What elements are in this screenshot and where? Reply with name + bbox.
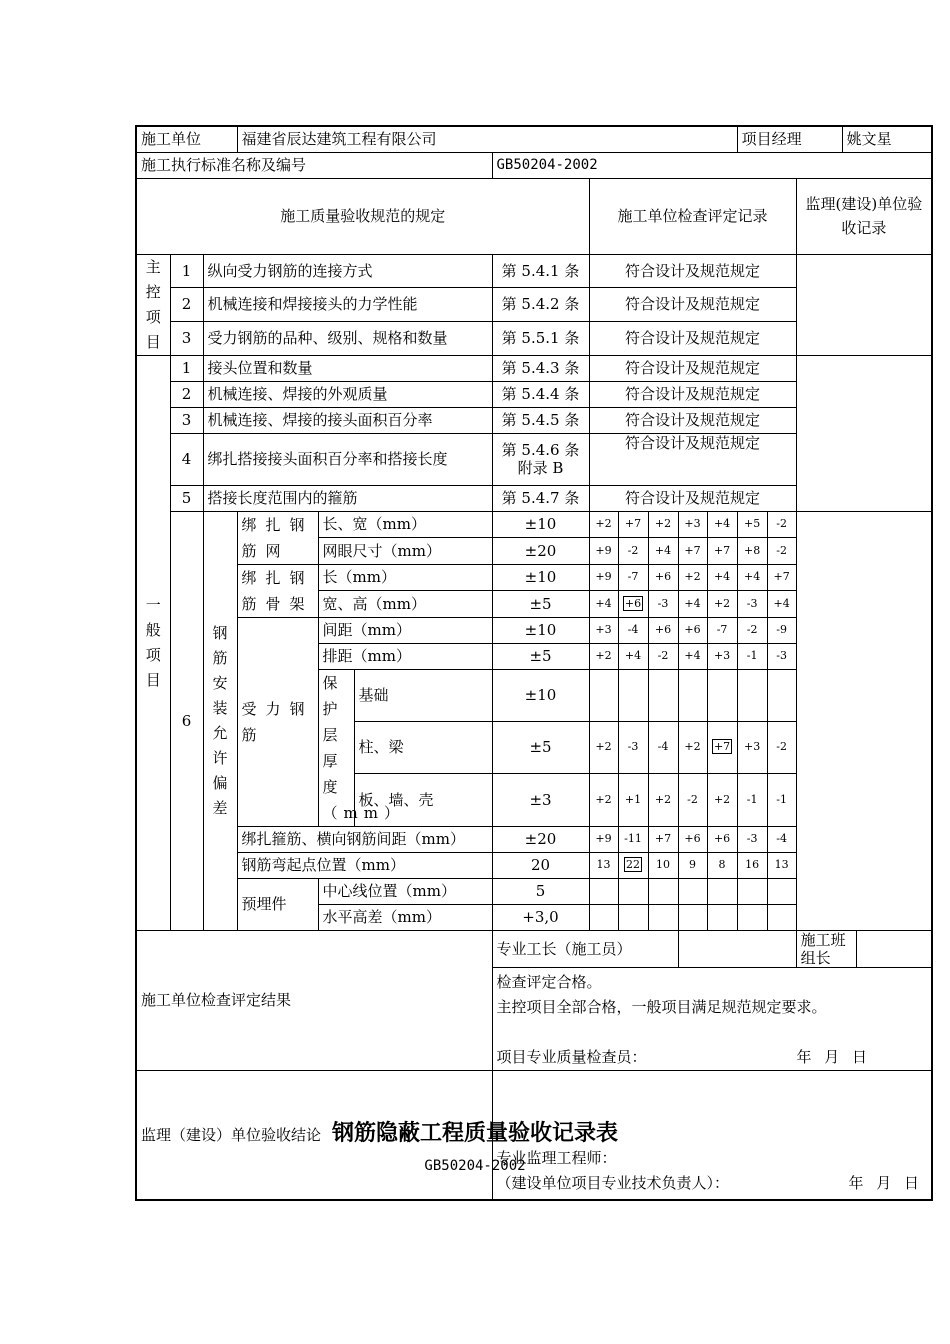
measured-value-text: +4 bbox=[684, 596, 701, 610]
measured-value bbox=[737, 591, 767, 618]
item-clause bbox=[492, 485, 589, 511]
measured-value-text: +4 bbox=[595, 596, 612, 610]
item-result: 符合设计及规范规定 bbox=[589, 254, 796, 288]
item-no: 1 bbox=[170, 254, 203, 288]
item-no: 2 bbox=[170, 288, 203, 322]
measured-value bbox=[678, 591, 707, 618]
deviation-item: 水平高差（mm） bbox=[318, 904, 492, 930]
measured-value bbox=[589, 591, 618, 618]
date-2: 年 月 日 bbox=[848, 1174, 920, 1192]
measured-value bbox=[648, 591, 678, 618]
measured-value bbox=[648, 774, 678, 826]
measured-value bbox=[767, 826, 796, 852]
measured-value bbox=[618, 774, 648, 826]
clause-text: 第 5.4.7 条 bbox=[501, 489, 580, 507]
inspection-record-table bbox=[135, 125, 933, 1201]
engineer-label: 专业监理工程师： bbox=[496, 1149, 617, 1167]
result-line1: 检查评定合格。 bbox=[496, 972, 602, 991]
measured-value-text: -3 bbox=[776, 649, 787, 662]
measured-value-text: -7 bbox=[627, 570, 639, 584]
measured-value bbox=[707, 721, 737, 773]
category-embed: 预埋件 bbox=[237, 878, 318, 930]
measured-value-text: -3 bbox=[627, 740, 639, 754]
item-no: 4 bbox=[170, 433, 203, 485]
tolerance: +3,0 bbox=[492, 904, 589, 930]
measured-value-text: +2 bbox=[684, 570, 701, 584]
measured-value bbox=[648, 617, 678, 643]
item-no: 3 bbox=[170, 321, 203, 355]
spec-column-header: 施工质量验收规范的规定 bbox=[136, 178, 589, 254]
measured-value bbox=[767, 669, 796, 721]
general-group-label-text: 一般项目 bbox=[145, 595, 161, 689]
measured-value bbox=[618, 617, 648, 643]
measured-value bbox=[737, 538, 767, 565]
deviation-item: 柱、梁 bbox=[354, 721, 492, 773]
measured-value-text: +2 bbox=[654, 517, 672, 531]
measured-value bbox=[678, 564, 707, 591]
category-cover: 保护层厚度（mm） bbox=[318, 669, 354, 826]
measured-value-text: -2 bbox=[776, 740, 787, 754]
category-bar: 受力钢筋 bbox=[237, 617, 318, 826]
measured-value-text: +4 bbox=[713, 517, 731, 531]
measured-value bbox=[618, 904, 648, 930]
measured-value-text: 13 bbox=[774, 858, 789, 871]
item-clause bbox=[492, 355, 589, 381]
item-name: 纵向受力钢筋的连接方式 bbox=[203, 254, 492, 288]
measured-value bbox=[767, 643, 796, 669]
measured-value bbox=[648, 511, 678, 538]
measured-value bbox=[678, 538, 707, 565]
measured-value bbox=[589, 852, 618, 878]
deviation-group-label bbox=[203, 511, 237, 930]
measured-value-text: -2 bbox=[687, 792, 698, 806]
measured-value bbox=[707, 617, 737, 643]
measured-value bbox=[589, 564, 618, 591]
standard-label: 施工执行标准名称及编号 bbox=[136, 152, 492, 178]
measured-value-text: +6 bbox=[684, 832, 701, 845]
item-no: 3 bbox=[170, 407, 203, 433]
measured-value-text: -11 bbox=[624, 832, 642, 845]
item-name: 机械连接、焊接的接头面积百分率 bbox=[203, 407, 492, 433]
measured-value-text: +9 bbox=[595, 832, 612, 845]
category-cage: 绑扎钢筋骨架 bbox=[237, 564, 318, 617]
measured-value-text: +2 bbox=[595, 517, 612, 531]
tolerance: ±20 bbox=[492, 826, 589, 852]
measured-value-text: +4 bbox=[744, 570, 761, 584]
measured-value bbox=[767, 852, 796, 878]
supervise-cell-general bbox=[796, 355, 932, 511]
measured-value-text: -4 bbox=[776, 832, 787, 845]
item-clause bbox=[492, 381, 589, 407]
measured-value bbox=[618, 511, 648, 538]
category-mesh: 绑扎钢筋网 bbox=[237, 511, 318, 564]
measured-value bbox=[618, 538, 648, 565]
measured-value-text: -2 bbox=[776, 517, 787, 531]
supervise-label: 监理（建设）单位验收结论 bbox=[136, 1070, 492, 1200]
measured-value bbox=[618, 591, 648, 618]
measured-value bbox=[648, 826, 678, 852]
clause-text: 第 5.4.3 条 bbox=[501, 359, 580, 377]
measured-value bbox=[767, 904, 796, 930]
measured-value bbox=[707, 826, 737, 852]
measured-value-text: +6 bbox=[713, 832, 731, 845]
inspector-label: 项目专业质量检查员： bbox=[496, 1047, 647, 1066]
item-result: 符合设计及规范规定 bbox=[589, 407, 796, 433]
measured-value-text: +7 bbox=[654, 832, 672, 845]
measured-value-text: 22 bbox=[626, 858, 640, 871]
measured-value bbox=[737, 511, 767, 538]
item-result: 符合设计及规范规定 bbox=[589, 381, 796, 407]
measured-value bbox=[648, 904, 678, 930]
document-code: GB50204-2002 bbox=[424, 1158, 526, 1174]
measured-value-text: -4 bbox=[627, 623, 639, 636]
measured-value-text: +2 bbox=[713, 792, 731, 806]
measured-value bbox=[707, 852, 737, 878]
measured-value bbox=[737, 852, 767, 878]
measured-value bbox=[707, 669, 737, 721]
result-content bbox=[492, 967, 932, 1070]
measured-value bbox=[589, 721, 618, 773]
clause-appendix: 附录 B bbox=[517, 459, 564, 477]
measured-value-text: -1 bbox=[746, 649, 758, 662]
measured-value bbox=[767, 721, 796, 773]
measured-value bbox=[707, 591, 737, 618]
measured-value bbox=[678, 721, 707, 773]
measured-value-text: -2 bbox=[776, 543, 787, 557]
supervise-cell-deviation bbox=[796, 511, 932, 930]
tolerance: ±10 bbox=[492, 564, 589, 591]
result-label: 施工单位检查评定结果 bbox=[136, 930, 492, 1070]
measured-value bbox=[737, 564, 767, 591]
measured-value bbox=[767, 617, 796, 643]
measured-value bbox=[737, 826, 767, 852]
measured-value bbox=[589, 511, 618, 538]
measured-value bbox=[767, 564, 796, 591]
item-clause bbox=[492, 407, 589, 433]
measured-value-text: -3 bbox=[746, 596, 758, 610]
supervise-column-header: 监理(建设)单位验收记录 bbox=[796, 178, 932, 254]
measured-value bbox=[678, 826, 707, 852]
measured-value bbox=[737, 617, 767, 643]
measured-value bbox=[678, 904, 707, 930]
item-clause: 第 5.4.1 条 bbox=[492, 254, 589, 288]
item-name: 搭接长度范围内的箍筋 bbox=[203, 485, 492, 511]
measured-value bbox=[618, 852, 648, 878]
measured-value-text: +6 bbox=[684, 623, 701, 636]
item-no: 5 bbox=[170, 485, 203, 511]
measured-value bbox=[707, 878, 737, 904]
measured-value bbox=[589, 643, 618, 669]
measured-value-text: -7 bbox=[716, 623, 728, 636]
measured-value bbox=[707, 774, 737, 826]
measured-value-text: +8 bbox=[744, 543, 761, 557]
measured-value-text: -3 bbox=[657, 596, 669, 610]
clause-text: 第 5.4.5 条 bbox=[501, 411, 580, 429]
tolerance: 20 bbox=[492, 852, 589, 878]
check-column-header: 施工单位检查评定记录 bbox=[589, 178, 796, 254]
measured-value-text: 9 bbox=[689, 858, 696, 871]
measured-value bbox=[618, 669, 648, 721]
foreman-label: 专业工长（施工员） bbox=[492, 930, 678, 967]
measured-value-text: +4 bbox=[654, 543, 672, 557]
measured-value bbox=[648, 643, 678, 669]
measured-value-text: +6 bbox=[654, 623, 672, 636]
item-name: 接头位置和数量 bbox=[203, 355, 492, 381]
item-clause: 第 5.4.2 条 bbox=[492, 288, 589, 322]
measured-value bbox=[707, 564, 737, 591]
tolerance: ±10 bbox=[492, 511, 589, 538]
measured-value bbox=[678, 511, 707, 538]
measured-value-text: +2 bbox=[595, 740, 612, 754]
measured-value bbox=[767, 538, 796, 565]
foreman-value bbox=[678, 930, 796, 967]
item-result: 符合设计及规范规定 bbox=[589, 485, 796, 511]
measured-value-text: -4 bbox=[657, 740, 669, 754]
item-result: 符合设计及规范规定 bbox=[589, 321, 796, 355]
item-result: 符合设计及规范规定 bbox=[589, 355, 796, 381]
measured-value bbox=[648, 852, 678, 878]
measured-value-text: +7 bbox=[713, 740, 731, 754]
measured-value bbox=[589, 538, 618, 565]
measured-value bbox=[707, 904, 737, 930]
measured-value-text: -2 bbox=[746, 623, 758, 636]
tolerance: ±5 bbox=[492, 591, 589, 618]
measured-value-text: +4 bbox=[773, 596, 790, 610]
measured-value bbox=[589, 826, 618, 852]
deviation-item: 长、宽（mm） bbox=[318, 511, 492, 538]
measured-value bbox=[707, 643, 737, 669]
measured-value-text: +7 bbox=[773, 570, 790, 584]
deviation-item: 绑扎箍筋、横向钢筋间距（mm） bbox=[237, 826, 492, 852]
measured-value-text: +5 bbox=[744, 517, 761, 531]
measured-value bbox=[618, 643, 648, 669]
tolerance: ±20 bbox=[492, 538, 589, 565]
measured-value-text: -2 bbox=[627, 543, 639, 557]
measured-value bbox=[678, 669, 707, 721]
measured-value-text: 10 bbox=[656, 858, 670, 871]
deviation-group-label-text: 钢筋安装允许偏差 bbox=[212, 623, 228, 817]
measured-value-text: 13 bbox=[596, 858, 611, 871]
deviation-item: 钢筋弯起点位置（mm） bbox=[237, 852, 492, 878]
measured-value-text: +2 bbox=[654, 792, 672, 806]
supervise-cell-main bbox=[796, 254, 932, 355]
unit-value: 福建省辰达建筑工程有限公司 bbox=[237, 126, 737, 152]
manager-label: 项目经理 bbox=[737, 126, 842, 152]
measured-value-text: 8 bbox=[718, 858, 726, 871]
measured-value bbox=[589, 878, 618, 904]
measured-value bbox=[737, 904, 767, 930]
deviation-item: 基础 bbox=[354, 669, 492, 721]
manager-value: 姚文星 bbox=[842, 126, 932, 152]
measured-value bbox=[648, 669, 678, 721]
measured-value-text: +9 bbox=[595, 543, 612, 557]
measured-value bbox=[707, 538, 737, 565]
measured-value-text: +7 bbox=[684, 543, 701, 557]
measured-value bbox=[767, 591, 796, 618]
measured-value bbox=[618, 721, 648, 773]
document-title: 钢筋隐蔽工程质量验收记录表 bbox=[331, 1121, 618, 1146]
deviation-item: 板、墙、壳 bbox=[354, 774, 492, 826]
measured-value-text: -2 bbox=[657, 649, 669, 662]
result-line2: 主控项目全部合格，一般项目满足规范规定要求。 bbox=[496, 997, 827, 1016]
measured-value-text: +2 bbox=[713, 596, 731, 610]
deviation-item: 网眼尺寸（mm） bbox=[318, 538, 492, 565]
measured-value bbox=[678, 878, 707, 904]
measured-value-text: +1 bbox=[624, 792, 642, 806]
tolerance: ±3 bbox=[492, 774, 589, 826]
item-name: 受力钢筋的品种、级别、规格和数量 bbox=[203, 321, 492, 355]
measured-value-text: +3 bbox=[713, 649, 731, 662]
main-group-label-text: 主控项目 bbox=[145, 257, 161, 351]
measured-value bbox=[737, 774, 767, 826]
measured-value bbox=[648, 538, 678, 565]
item-clause: 第 5.5.1 条 bbox=[492, 321, 589, 355]
deviation-no: 6 bbox=[170, 511, 203, 930]
team-label: 施工班组长 bbox=[796, 930, 856, 967]
measured-value-text: +2 bbox=[595, 792, 612, 806]
measured-value-text: +6 bbox=[624, 596, 642, 610]
measured-value bbox=[737, 643, 767, 669]
measured-value bbox=[589, 774, 618, 826]
general-group-label bbox=[136, 355, 170, 930]
measured-value bbox=[618, 878, 648, 904]
measured-value-text: +4 bbox=[624, 649, 642, 662]
measured-value-text: -1 bbox=[776, 792, 787, 806]
measured-value bbox=[737, 669, 767, 721]
measured-value-text: +2 bbox=[595, 649, 612, 662]
tolerance: ±5 bbox=[492, 721, 589, 773]
measured-value-text: +7 bbox=[713, 543, 731, 557]
measured-value bbox=[618, 564, 648, 591]
unit-label: 施工单位 bbox=[136, 126, 237, 152]
tolerance: ±10 bbox=[492, 617, 589, 643]
standard-value: GB50204-2002 bbox=[492, 152, 932, 178]
measured-value bbox=[648, 564, 678, 591]
item-result: 符合设计及规范规定 bbox=[589, 433, 796, 485]
measured-value bbox=[648, 721, 678, 773]
item-result: 符合设计及规范规定 bbox=[589, 288, 796, 322]
deviation-item: 排距（mm） bbox=[318, 643, 492, 669]
measured-value-text: +2 bbox=[684, 740, 701, 754]
measured-value bbox=[767, 878, 796, 904]
deviation-item: 间距（mm） bbox=[318, 617, 492, 643]
item-name: 机械连接、焊接的外观质量 bbox=[203, 381, 492, 407]
date-1: 年 月 日 bbox=[796, 1047, 868, 1066]
measured-value bbox=[707, 511, 737, 538]
item-clause bbox=[492, 433, 589, 485]
deviation-item: 中心线位置（mm） bbox=[318, 878, 492, 904]
main-group-label bbox=[136, 254, 170, 355]
deviation-item: 宽、高（mm） bbox=[318, 591, 492, 618]
measured-value-text: +3 bbox=[595, 623, 612, 636]
item-no: 1 bbox=[170, 355, 203, 381]
measured-value-text: -9 bbox=[776, 623, 787, 636]
measured-value bbox=[678, 643, 707, 669]
item-name: 绑扎搭接接头面积百分率和搭接长度 bbox=[203, 433, 492, 485]
tech-label: （建设单位项目专业技术负责人）： bbox=[496, 1174, 730, 1192]
measured-value bbox=[737, 721, 767, 773]
measured-value bbox=[678, 774, 707, 826]
measured-value-text: +9 bbox=[595, 570, 612, 584]
measured-value bbox=[737, 878, 767, 904]
measured-value bbox=[589, 669, 618, 721]
tolerance: 5 bbox=[492, 878, 589, 904]
measured-value bbox=[767, 511, 796, 538]
item-name: 机械连接和焊接接头的力学性能 bbox=[203, 288, 492, 322]
measured-value-text: +7 bbox=[624, 517, 642, 531]
deviation-item: 长（mm） bbox=[318, 564, 492, 591]
team-value bbox=[856, 930, 932, 967]
measured-value-text: -3 bbox=[746, 832, 758, 845]
measured-value bbox=[767, 774, 796, 826]
measured-value-text: +3 bbox=[744, 740, 761, 754]
measured-value-text: +4 bbox=[713, 570, 731, 584]
measured-value-text: +6 bbox=[654, 570, 672, 584]
measured-value bbox=[648, 878, 678, 904]
measured-value bbox=[678, 617, 707, 643]
item-no: 2 bbox=[170, 381, 203, 407]
measured-value bbox=[589, 617, 618, 643]
measured-value bbox=[618, 826, 648, 852]
clause-text: 第 5.4.4 条 bbox=[501, 385, 580, 403]
tolerance: ±5 bbox=[492, 643, 589, 669]
measured-value bbox=[589, 904, 618, 930]
measured-value bbox=[678, 852, 707, 878]
measured-value-text: +4 bbox=[684, 649, 701, 662]
clause-text: 第 5.4.6 条 bbox=[501, 441, 580, 459]
measured-value-text: 16 bbox=[745, 858, 760, 871]
tolerance: ±10 bbox=[492, 669, 589, 721]
measured-value-text: +3 bbox=[684, 517, 701, 531]
measured-value-text: -1 bbox=[746, 792, 758, 806]
